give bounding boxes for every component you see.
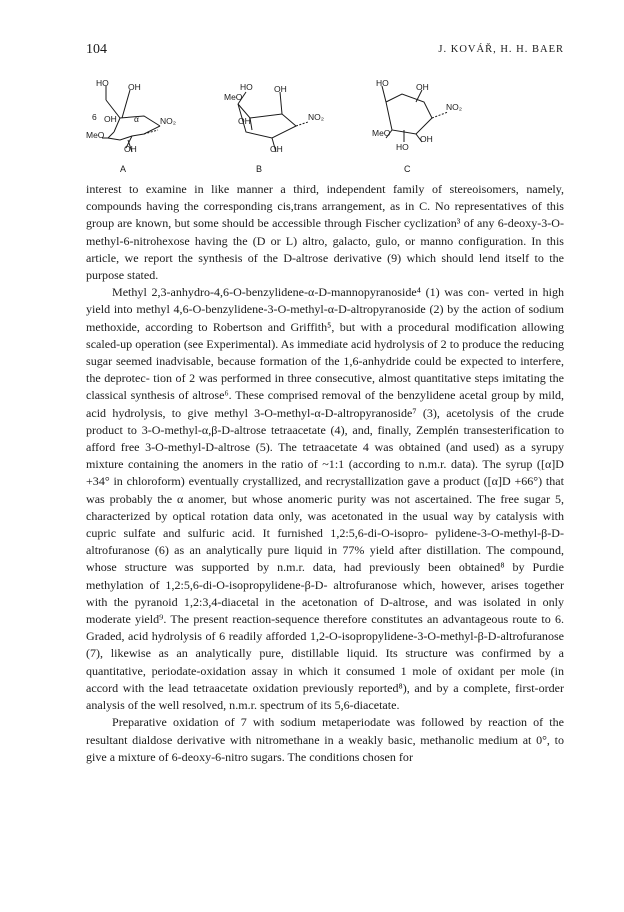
text-line: sugar 5, characterized by optical rotation data only, was acetonated in the usual way	[86, 491, 564, 523]
struct-a-alpha: α	[134, 114, 139, 124]
text-line: representatives of this group are known, but some should be accessible through	[86, 199, 564, 231]
paragraph	[86, 284, 564, 714]
text-line: of the resultant dialdose derivative with nitromethane in a weakly basic, methanolic	[86, 715, 565, 747]
text-line: hydrolysis of 6 readily afforded 1,2-O-isopropylidene-3-O-methyl-β-D-altrofuranose	[151, 629, 565, 644]
text-line: altrofuranose which, however, arises together with the pyranoid 1,2:3,4-diacetal in the	[86, 577, 565, 609]
running-head: J. KOVÁŘ, H. H. BAER	[438, 44, 564, 55]
text-line: Methyl 2,3-anhydro-4,6-O-benzylidene-α-D-mannopyranoside⁴ (1) was con-	[112, 285, 490, 300]
text-line: by catalysis with cupric sulfate and sulfuric acid. It furnished 1,2:5,6-di-O-isopro-	[86, 508, 564, 541]
text-line: quantitative, periodate-oxidation assay in which it consumed 1 mole of oxidant per	[86, 663, 516, 678]
text-line: the D-altrose derivative (9) which should lend itself to the purpose stated.	[86, 250, 565, 283]
struct-b-oh-top: OH	[274, 84, 287, 94]
struct-a-oh-top: OH	[128, 82, 141, 92]
text-line: a procedural modification allowing scaled-up operation (see Experimental). As	[86, 319, 564, 351]
struct-b-label: B	[256, 164, 263, 174]
struct-b-no2: NO₂	[308, 112, 325, 122]
article-body	[86, 181, 564, 766]
struct-b-oh-bottom: OH	[270, 144, 283, 154]
struct-c-ho-top: HO	[376, 78, 389, 88]
text-line: (7), likewise as an analytically pure, distillable liquid. Its structure was confirmed by a	[86, 646, 564, 661]
text-line: medium at 0°, to give a mixture of 6-deoxy-6-nitro sugars. The conditions chosen for	[86, 732, 564, 764]
text-line: previously been obtained⁸ by Purdie methylation of 1,2:5,6-di-O-isopropylidene-β-D-	[86, 560, 564, 592]
paragraph	[86, 181, 564, 284]
text-line: pylidene-3-O-methyl-β-D-altrofuranose (6) as an analytically pure liquid in 77% yield	[86, 526, 564, 558]
struct-a-oh-bottom: OH	[124, 144, 137, 154]
struct-c-oh-bottom: OH	[420, 134, 433, 144]
struct-c-no2: NO₂	[446, 102, 463, 112]
struct-c-label: C	[404, 164, 411, 174]
struct-b-ho-top: HO	[240, 82, 253, 92]
struct-a-oh-ring: OH	[104, 114, 117, 124]
text-line: acetonation of D-altrose, and was isolated in only moderate yield⁹. The present	[86, 594, 564, 627]
structure-drawings	[86, 78, 566, 176]
text-line: classical synthesis of altrose⁶. These comprised removal of the benzylidene acetal	[86, 388, 488, 403]
text-line: interest to examine in like manner a third, independent family of stereoisomers,	[86, 182, 519, 196]
text-line: verted in high yield into methyl 4,6-O-benzylidene-3-O-methyl-α-D-altropyranoside	[86, 285, 564, 317]
text-line: finally, Zemplén transesterification to afford free 3-O-methyl-D-altrose (5). The	[86, 422, 564, 455]
struct-a-c6: 6	[92, 112, 97, 122]
struct-a-meo: MeO	[86, 130, 105, 140]
struct-c-ho-bottom: HO	[396, 142, 409, 152]
text-line: reaction-sequence therefore constitutes an advantageous route to 6. Graded, acid	[86, 612, 564, 644]
page-number: 104	[86, 42, 107, 57]
text-line: (2) by the action of sodium methoxide, according to Robertson and Griffith⁵, but with	[86, 302, 564, 334]
text-line: mole (in accord with the lead tetraacetate oxidation previously reported⁸), and by a	[86, 663, 565, 695]
text-line: tion of 2 was performed in three consecutive, almost quantitative steps imitating the	[153, 371, 564, 386]
text-line: probably the α anomer, but whose anomeric purity was not ascertained. The free	[109, 491, 520, 506]
structure-figure	[86, 78, 566, 176]
struct-b-meo: MeO	[224, 92, 243, 102]
text-line: acetolysis of the crude product to 3-O-methyl-α,β-D-altrose tetraacetate (4), and,	[86, 405, 565, 437]
text-line: altro, galacto, gulo, or manno configuration. In this article, we report the synthesis of	[86, 233, 564, 265]
text-line: immediate acid hydrolysis of 2 to produce the reducing sugar seemed inadvisable,	[86, 336, 565, 369]
text-line: Preparative oxidation of 7 with sodium metaperiodate was followed by reaction	[112, 715, 528, 730]
struct-a-label: A	[120, 164, 127, 174]
text-line: group by mild, acid hydrolysis, to give methyl 3-O-methyl-α-D-altropyranoside⁷ (3),	[86, 388, 564, 420]
struct-c-meo: MeO	[372, 128, 391, 138]
text-line: tetraacetate 4 was obtained (and used) as a syrupy mixture containing the anomers in	[86, 440, 564, 472]
text-line: namely, compounds having the corresponding cis,trans arrangement, as in C. No	[86, 182, 565, 214]
text-line: the ratio of ~1:1 (according to n.m.r. data). The syrup ([α]D +34° in chloroform)	[86, 457, 564, 489]
text-line: after distillation. The compound, whose structure was supported by n.m.r. data, had	[86, 543, 564, 575]
text-line: eventually crystallized, and recrystallization gave a product ([α]D +66°) that was	[86, 474, 564, 506]
paragraph	[86, 714, 564, 766]
text-line: complete, first-order analysis of the well resolved, n.m.r. spectrum of its 5,6-diacetate.	[86, 680, 564, 713]
struct-a-no2: NO₂	[160, 116, 177, 126]
page-header	[86, 42, 564, 58]
struct-c-oh-top: OH	[416, 82, 429, 92]
text-line: Fischer cyclization³ of any 6-deoxy-3-O-methyl-6-nitrohexose having the (D or L)	[86, 216, 565, 248]
text-line: because formation of the 1,6-anhydride could be expected to interfere, the deprotec-	[86, 354, 565, 386]
struct-a-ho-top: HO	[96, 78, 109, 88]
struct-b-oh-ring: OH	[238, 116, 251, 126]
